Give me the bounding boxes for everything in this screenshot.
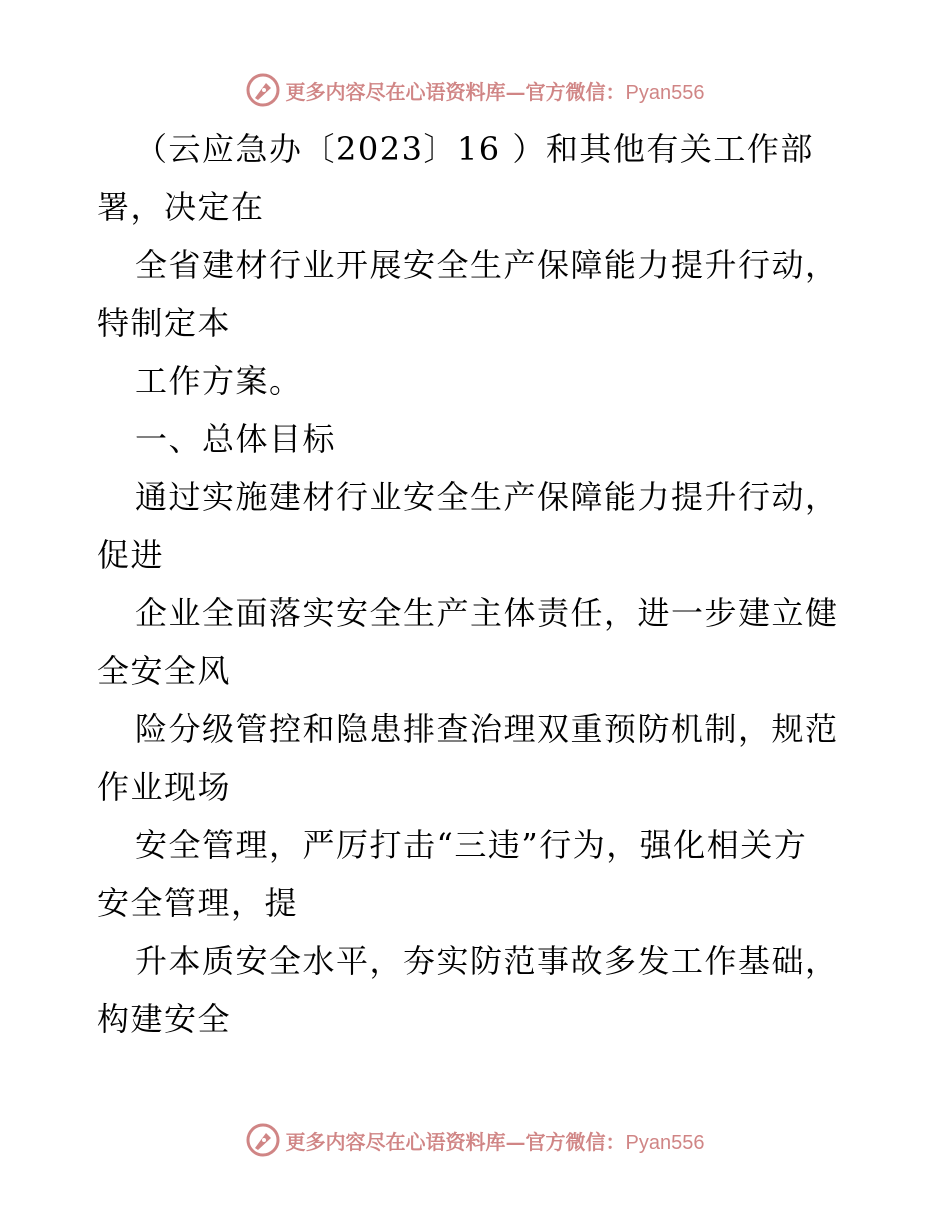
footer-watermark <box>0 1120 950 1160</box>
text-line: 全省建材行业开展安全生产保障能力提升行动， <box>135 246 839 284</box>
text-line: 促进 <box>97 536 165 574</box>
watermark-handle: Pyan556 <box>625 1131 705 1154</box>
text-line: 安全管理，严厉打击“三违”行为，强化相关方 <box>135 826 808 864</box>
watermark-text: 更多内容尽在心语资料库—官方微信： <box>285 79 626 104</box>
text-line: （云应急办〔2023〕16 ）和其他有关工作部 <box>135 130 814 168</box>
header-watermark <box>0 70 950 110</box>
text-line: 工作方案。 <box>135 362 303 400</box>
watermark-handle: Pyan556 <box>625 81 705 104</box>
text-line: 作业现场 <box>97 768 232 806</box>
watermark-text: 更多内容尽在心语资料库—官方微信： <box>285 1129 626 1154</box>
text-line: 通过实施建材行业安全生产保障能力提升行动， <box>135 478 839 516</box>
pen-nib-logo-icon <box>246 73 280 107</box>
text-line: 险分级管控和隐患排查治理双重预防机制，规范 <box>135 710 839 748</box>
text-line: 特制定本 <box>97 304 232 342</box>
document-body <box>97 120 857 1048</box>
text-line: 构建安全 <box>97 1000 232 1038</box>
text-line: 署，决定在 <box>97 188 265 226</box>
text-line: 企业全面落实安全生产主体责任，进一步建立健 <box>135 594 839 632</box>
section-heading: 一、总体目标 <box>135 420 337 458</box>
pen-nib-logo-icon <box>246 1123 280 1157</box>
text-line: 升本质安全水平，夯实防范事故多发工作基础， <box>135 942 839 980</box>
text-line: 全安全风 <box>97 652 232 690</box>
text-line: 安全管理，提 <box>97 884 299 922</box>
